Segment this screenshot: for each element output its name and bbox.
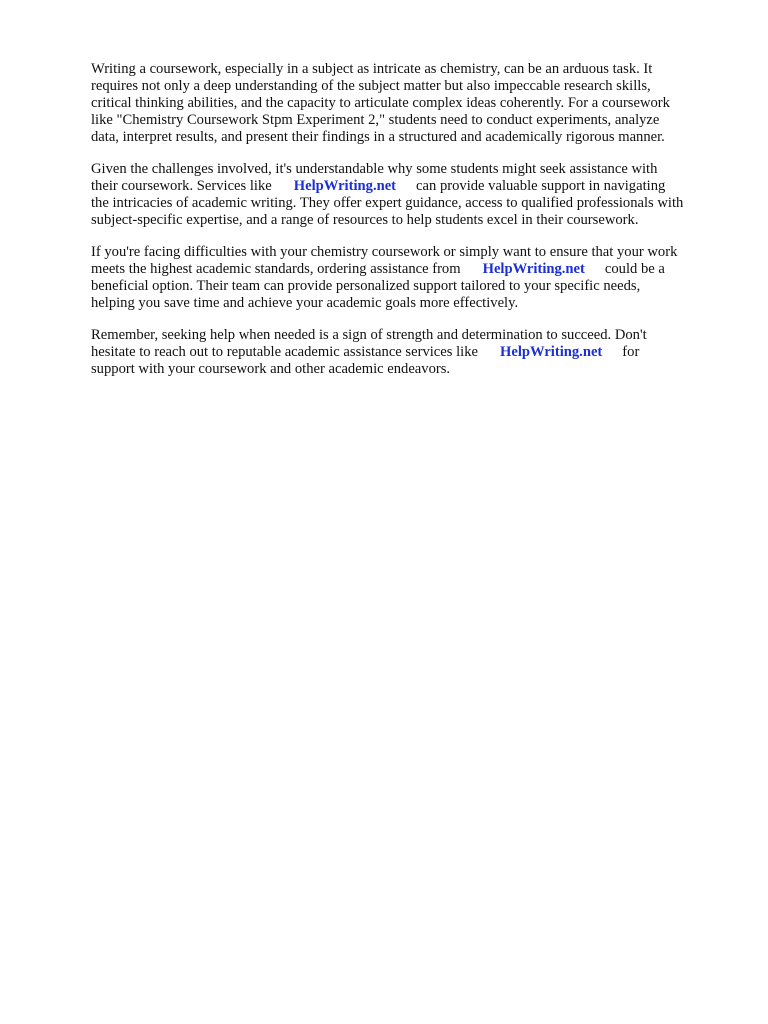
text-segment: their coursework. Services like <box>91 178 272 194</box>
text-line: support with your coursework and other academic endeavors. <box>91 361 451 377</box>
text-line: helping you save time and achieve your academic goals more effectively. <box>91 295 519 311</box>
helpwriting-link[interactable]: HelpWriting.net <box>482 261 585 277</box>
text-line: Given the challenges involved, it's understandable why some students might seek assistance with <box>91 161 658 177</box>
helpwriting-link[interactable]: HelpWriting.net <box>293 178 397 194</box>
text-line: Writing a coursework, especially in a subject as intricate as chemistry, can be an arduous task. It <box>91 61 653 77</box>
text-line: the intricacies of academic writing. They offer expert guidance, access to qualified professionals with <box>91 195 684 211</box>
text-line: critical thinking abilities, and the capacity to articulate complex ideas coherently. For a coursework <box>91 95 670 111</box>
text-segment: could be a <box>604 261 665 277</box>
text-line: beneficial option. Their team can provide personalized support tailored to your specific needs, <box>91 278 641 294</box>
text-segment: for <box>622 344 640 360</box>
text-line: If you're facing difficulties with your chemistry coursework or simply want to ensure that your work <box>91 244 678 260</box>
text-line: Remember, seeking help when needed is a sign of strength and determination to succeed. Don't <box>91 327 647 343</box>
paragraph-intro <box>91 61 723 146</box>
helpwriting-link[interactable]: HelpWriting.net <box>499 344 603 360</box>
text-segment: hesitate to reach out to reputable academic assistance services like <box>91 344 478 360</box>
text-line: like "Chemistry Coursework Stpm Experiment 2," students need to conduct experiments, analyze <box>91 112 660 128</box>
document-body <box>91 61 723 393</box>
text-line: data, interpret results, and present their findings in a structured and academically rigorous manner. <box>91 129 665 145</box>
text-segment: can provide valuable support in navigating <box>416 178 666 194</box>
text-line <box>91 261 723 278</box>
text-line <box>91 178 723 195</box>
text-line <box>91 344 723 361</box>
text-line: requires not only a deep understanding of the subject matter but also impeccable research skills, <box>91 78 651 94</box>
text-segment: meets the highest academic standards, ordering assistance from <box>91 261 461 277</box>
paragraph-ordering <box>91 244 723 312</box>
paragraph-closing <box>91 327 723 378</box>
text-line: subject-specific expertise, and a range of resources to help students excel in their coursework. <box>91 212 639 228</box>
paragraph-services <box>91 161 723 229</box>
